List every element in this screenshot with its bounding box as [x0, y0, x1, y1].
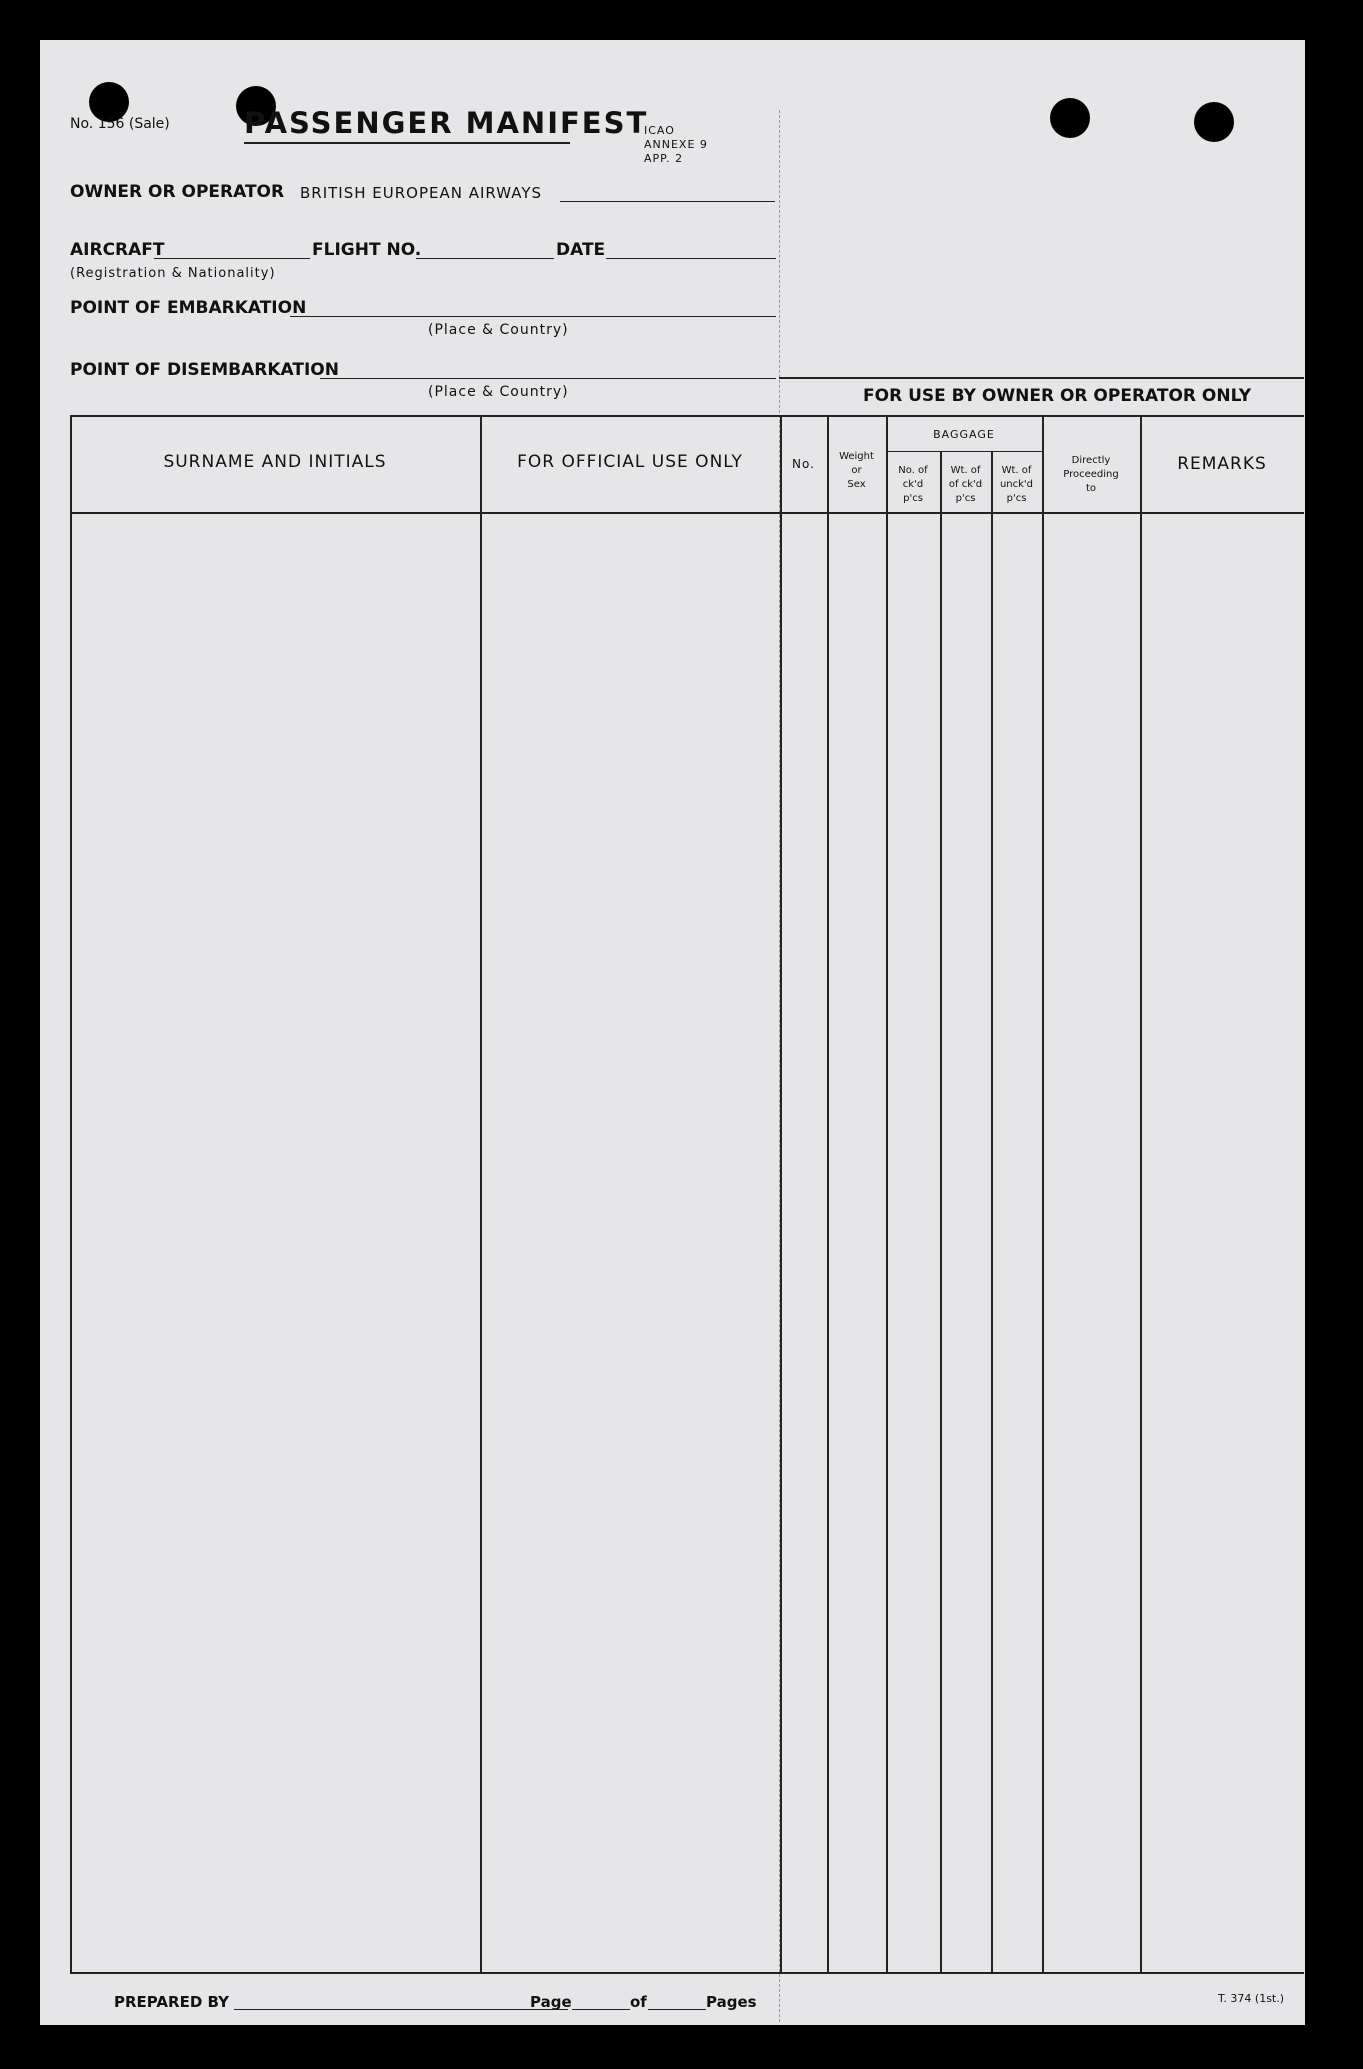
- title-underline: [244, 142, 570, 144]
- header-line: Weight: [839, 451, 874, 462]
- aircraft-sublabel: (Registration & Nationality): [70, 266, 276, 281]
- table-left-border: [70, 415, 72, 1974]
- aircraft-field[interactable]: [154, 258, 310, 259]
- icao-line: ICAO: [644, 124, 675, 137]
- column-divider: [827, 415, 829, 1972]
- flight-field[interactable]: [416, 258, 554, 259]
- column-divider: [886, 415, 888, 1972]
- table-bottom-rule: [70, 1972, 1304, 1974]
- operator-section-rule: [779, 377, 1304, 379]
- column-divider: [1042, 415, 1044, 1972]
- header-line: No. of: [898, 465, 928, 476]
- form-title: PASSENGER MANIFEST: [244, 106, 649, 140]
- col-no-header: No.: [792, 457, 815, 471]
- header-line: Proceeding: [1063, 469, 1119, 480]
- of-label: of: [630, 1993, 647, 2011]
- icao-line: APP. 2: [644, 152, 684, 165]
- punch-hole: [1050, 98, 1090, 138]
- col-surname-header: SURNAME AND INITIALS: [163, 452, 387, 472]
- embarkation-sublabel: (Place & Country): [428, 322, 569, 338]
- embarkation-label: POINT OF EMBARKATION: [70, 298, 307, 318]
- header-line: ck'd: [902, 479, 924, 490]
- table-top-rule: [70, 415, 1304, 417]
- disembarkation-field[interactable]: [320, 378, 776, 379]
- date-label: DATE: [556, 240, 606, 260]
- column-divider: [940, 451, 942, 1972]
- disembarkation-sublabel: (Place & Country): [428, 384, 569, 400]
- column-divider: [780, 415, 782, 1972]
- owner-value: BRITISH EUROPEAN AIRWAYS: [300, 184, 543, 202]
- date-field[interactable]: [606, 258, 776, 259]
- col-wt-unckd-header: [991, 464, 1042, 506]
- col-wt-ckd-header: [940, 464, 991, 506]
- column-divider: [1140, 415, 1142, 1972]
- disembarkation-label: POINT OF DISEMBARKATION: [70, 360, 339, 380]
- operator-section-title: FOR USE BY OWNER OR OPERATOR ONLY: [863, 386, 1252, 406]
- owner-field[interactable]: [560, 201, 775, 202]
- form-code: T. 374 (1st.): [1218, 1992, 1285, 2005]
- header-line: unck'd: [999, 479, 1034, 490]
- baggage-group-rule: [887, 451, 1042, 452]
- table-header-rule: [70, 512, 1304, 514]
- col-remarks-header: REMARKS: [1177, 454, 1267, 474]
- pages-label: Pages: [706, 1993, 757, 2011]
- owner-label: OWNER OR OPERATOR: [70, 182, 285, 202]
- col-no-ckd-header: [886, 464, 940, 506]
- page-label: Page: [530, 1993, 572, 2011]
- prepared-label: PREPARED BY: [114, 1993, 229, 2011]
- header-line: Wt. of: [1001, 465, 1032, 476]
- baggage-group-header: BAGGAGE: [933, 428, 995, 441]
- manifest-sheet: [40, 40, 1305, 2025]
- header-line: or: [851, 465, 862, 476]
- header-line: Directly: [1071, 455, 1111, 466]
- icao-reference: [644, 124, 708, 166]
- column-divider: [480, 415, 482, 1972]
- header-line: p'cs: [903, 493, 923, 504]
- total-pages-field[interactable]: [648, 2009, 706, 2010]
- col-official-header: FOR OFFICIAL USE ONLY: [517, 452, 743, 472]
- page-number-field[interactable]: [572, 2009, 630, 2010]
- header-line: Sex: [847, 479, 866, 490]
- col-directly-header: [1042, 454, 1140, 496]
- header-line: to: [1085, 483, 1097, 494]
- column-divider: [991, 451, 993, 1972]
- header-line: of ck'd: [948, 479, 983, 490]
- embarkation-field[interactable]: [290, 316, 776, 317]
- col-weight-header: [827, 450, 886, 492]
- icao-line: ANNEXE 9: [644, 138, 708, 151]
- form-number: No. 156 (Sale): [70, 116, 170, 132]
- prepared-field[interactable]: [234, 2009, 568, 2010]
- header-line: p'cs: [955, 493, 976, 504]
- header-line: Wt. of: [950, 465, 981, 476]
- aircraft-label: AIRCRAFT: [70, 240, 165, 260]
- header-line: p'cs: [1006, 493, 1027, 504]
- flight-label: FLIGHT NO.: [312, 240, 422, 260]
- punch-hole: [1194, 102, 1234, 142]
